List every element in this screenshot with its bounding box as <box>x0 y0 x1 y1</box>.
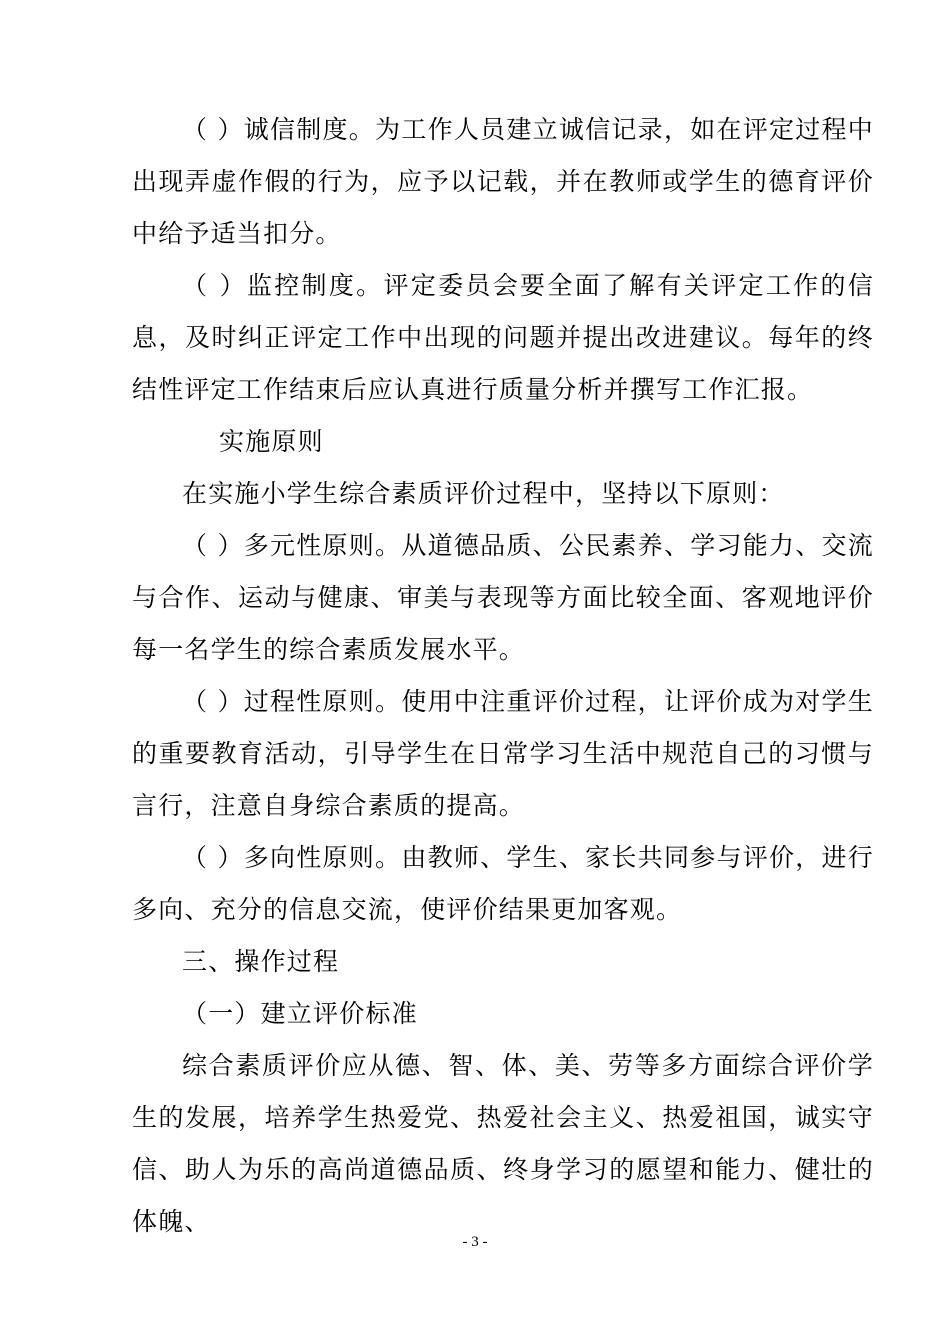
document-body <box>132 104 874 1248</box>
section-heading-operation: 三、操作过程 <box>182 947 340 976</box>
paragraph-principles-intro: 在实施小学生综合素质评价过程中，坚持以下原则： <box>182 479 785 508</box>
paragraph-multidirection-principle: （ ）多向性原则。由教师、学生、家长共同参与评价，进行多向、充分的信息交流，使评价结果更加客观。 <box>132 843 874 924</box>
subsection-heading-standards: （一）建立评价标准 <box>182 999 418 1028</box>
section-heading-principles: 实施原则 <box>219 427 324 456</box>
page-number: - 3 - <box>462 1234 488 1250</box>
paragraph-monitoring-system: （ ）监控制度。评定委员会要全面了解有关评定工作的信息，及时纠正评定工作中出现的问题并提出改进建议。每年的终结性评定工作结束后应认真进行质量分析并撰写工作汇报。 <box>132 271 874 404</box>
paragraph-diversity-principle: （ ）多元性原则。从道德品质、公民素养、学习能力、交流与合作、运动与健康、审美与表现等方面比较全面、客观地评价每一名学生的综合素质发展水平。 <box>132 531 874 664</box>
paragraph-evaluation-standards: 综合素质评价应从德、智、体、美、劳等多方面综合评价学生的发展，培养学生热爱党、热爱社会主义、热爱祖国，诚实守信、助人为乐的高尚道德品质、终身学习的愿望和能力、健壮的体魄、 <box>132 1051 874 1236</box>
paragraph-process-principle: （ ）过程性原则。使用中注重评价过程，让评价成为对学生的重要教育活动，引导学生在日常学习生活中规范自己的习惯与言行，注意自身综合素质的提高。 <box>132 687 874 820</box>
paragraph-integrity-system: （ ）诚信制度。为工作人员建立诚信记录，如在评定过程中出现弄虚作假的行为，应予以记载，并在教师或学生的德育评价中给予适当扣分。 <box>132 115 874 248</box>
